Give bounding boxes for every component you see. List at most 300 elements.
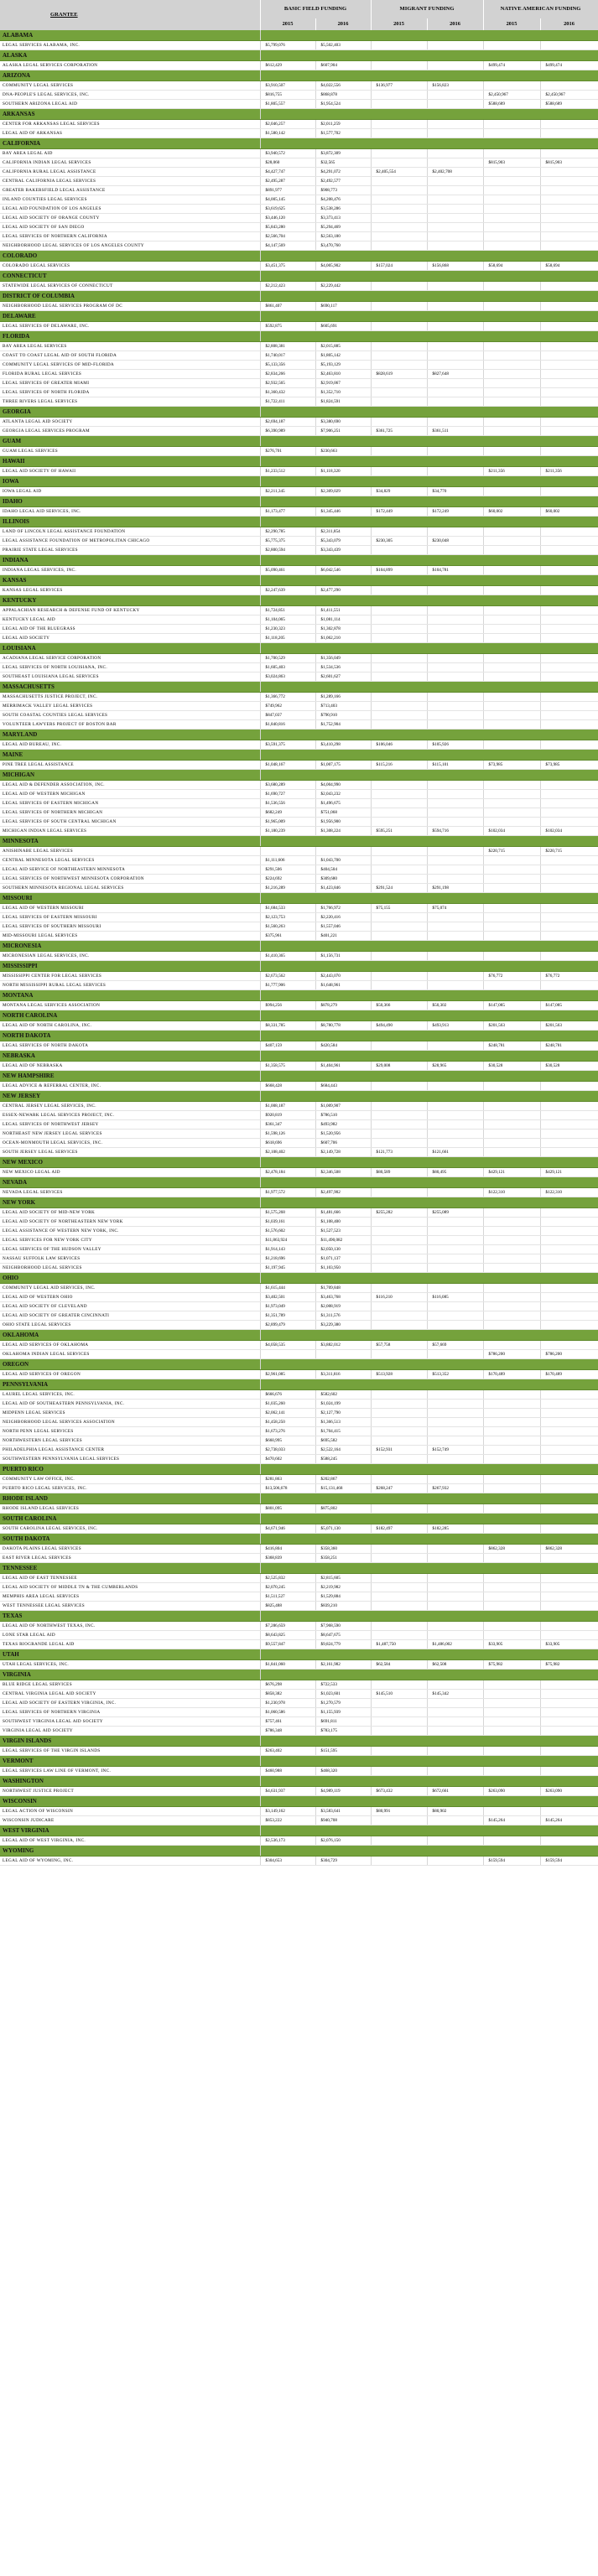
native-american-2016-cell [540, 1622, 598, 1631]
basic-field-2015-cell: $3,940,572 [260, 149, 315, 158]
migrant-2015-cell [371, 818, 427, 827]
grantee-name-cell: ESSEX-NEWARK LEGAL SERVICES PROJECT, INC. [0, 1111, 260, 1120]
native-american-2015-cell [483, 1208, 540, 1218]
grantee-name-cell: LEGAL SERVICES OF NORTH DAKOTA [0, 1041, 260, 1051]
migrant-2015-cell: $136,977 [371, 81, 427, 91]
migrant-2015-cell: $80,991 [371, 1807, 427, 1816]
grantee-name-cell: MISSISSIPPI CENTER FOR LEGAL SERVICES [0, 972, 260, 981]
native-american-2016-cell [540, 351, 598, 361]
native-american-2016-cell [540, 634, 598, 643]
state-band-fill [260, 1197, 598, 1208]
basic-field-2015-cell: $8,331,785 [260, 1021, 315, 1031]
migrant-2016-cell [427, 397, 483, 407]
native-american-2016-cell: $429,121 [540, 1168, 598, 1177]
basic-field-2015-cell: $2,212,423 [260, 282, 315, 291]
table-row [0, 1504, 598, 1514]
basic-field-2016-cell: $2,563,180 [315, 232, 371, 242]
migrant-2016-cell [427, 654, 483, 663]
table-row [0, 1767, 598, 1776]
state-name: RHODE ISLAND [0, 1493, 260, 1504]
native-american-2016-cell [540, 615, 598, 625]
native-american-2015-cell: $33,905 [483, 1640, 540, 1649]
migrant-2015-cell [371, 1350, 427, 1359]
grantee-name-cell: LONE STAR LEGAL AID [0, 1631, 260, 1640]
basic-field-2015-cell: $825,488 [260, 1602, 315, 1611]
migrant-2016-cell [427, 1836, 483, 1846]
native-american-2016-cell [540, 41, 598, 50]
basic-field-2015-cell: $2,290,785 [260, 527, 315, 537]
table-row [0, 1148, 598, 1157]
table-row [0, 388, 598, 397]
state-band-fill [260, 961, 598, 972]
grantee-name-cell: EAST RIVER LEGAL SERVICES [0, 1554, 260, 1563]
state-band-fill [260, 517, 598, 527]
basic-field-2016-cell: $1,356,049 [315, 654, 371, 663]
grantee-name-cell: SOUTH COASTAL COUNTIES LEGAL SERVICES [0, 711, 260, 720]
state-band-fill [260, 1796, 598, 1807]
migrant-2015-cell: $116,210 [371, 1293, 427, 1302]
state-band [0, 730, 598, 740]
native-american-2015-cell [483, 1484, 540, 1493]
migrant-2015-cell [371, 1139, 427, 1148]
grantee-name-cell: LEGAL AID SERVICES OF OREGON [0, 1370, 260, 1379]
state-name: PUERTO RICO [0, 1464, 260, 1475]
migrant-header: MIGRANT FUNDING [371, 0, 483, 18]
basic-field-2015-cell: $375,961 [260, 932, 315, 941]
basic-field-2016-cell: $1,954,524 [315, 100, 371, 109]
migrant-2016-cell: $121,661 [427, 1148, 483, 1157]
migrant-2015-cell [371, 615, 427, 625]
native-american-2015-cell [483, 322, 540, 331]
basic-field-2016-cell: $1,529,884 [315, 1592, 371, 1602]
table-header [0, 0, 598, 30]
grantee-name-cell: TEXAS RIOGRANDE LEGAL AID [0, 1640, 260, 1649]
native-american-2016-cell [540, 214, 598, 223]
migrant-2015-cell [371, 1418, 427, 1427]
native-american-2016-cell [540, 720, 598, 730]
state-name: DELAWARE [0, 311, 260, 322]
grantee-name-cell: LEGAL AID OF WESTERN MICHIGAN [0, 790, 260, 799]
migrant-2015-cell [371, 322, 427, 331]
migrant-2016-cell [427, 913, 483, 922]
migrant-2015-cell [371, 1727, 427, 1736]
basic-field-2016-cell: $3,882,012 [315, 1341, 371, 1350]
basic-field-2016-cell: $1,308,224 [315, 827, 371, 836]
basic-field-2016-cell: $607,904 [315, 61, 371, 70]
basic-field-2015-cell: $757,461 [260, 1717, 315, 1727]
native-american-2015-cell [483, 302, 540, 311]
native-american-2015-cell [483, 1592, 540, 1602]
basic-field-2015-cell: $11,863,924 [260, 1236, 315, 1245]
native-american-2016-cell [540, 1602, 598, 1611]
table-row [0, 1836, 598, 1846]
state-band-fill [260, 1776, 598, 1787]
grantee-name-cell: INDIANA LEGAL SERVICES, INC. [0, 566, 260, 575]
migrant-2016-cell: $172,249 [427, 507, 483, 517]
native-american-2015-cell [483, 546, 540, 555]
basic-field-2015-cell: $891,977 [260, 186, 315, 195]
grantee-name-cell: CENTRAL VIRGINIA LEGAL AID SOCIETY [0, 1690, 260, 1699]
native-american-2016-cell: $862,328 [540, 1545, 598, 1554]
native-american-2015-cell: $263,090 [483, 1787, 540, 1796]
migrant-2016-cell [427, 302, 483, 311]
grantee-name-cell: PINE TREE LEGAL ASSISTANCE [0, 761, 260, 770]
native-american-2016-cell [540, 606, 598, 615]
migrant-2016-cell [427, 1816, 483, 1826]
migrant-2015-cell: $145,510 [371, 1690, 427, 1699]
migrant-2016-cell [427, 1264, 483, 1273]
native-american-2016-cell: $33,905 [540, 1640, 598, 1649]
basic-field-2016-cell: $1,423,846 [315, 884, 371, 893]
state-band [0, 1514, 598, 1524]
migrant-2016-cell [427, 1130, 483, 1139]
native-american-2015-cell [483, 1524, 540, 1534]
migrant-2015-cell [371, 242, 427, 251]
grantee-name-cell: LEGAL SERVICES OF NORTHERN CALIFORNIA [0, 232, 260, 242]
migrant-2016-cell [427, 149, 483, 158]
grantee-name-cell: WISCONSIN JUDICARE [0, 1816, 260, 1826]
basic-field-2016-cell: $1,404,961 [315, 1062, 371, 1071]
basic-field-2015-cell: $1,511,527 [260, 1592, 315, 1602]
grantee-name-cell: LEGAL AID OF ARKANSAS [0, 129, 260, 138]
basic-field-2015-cell: $2,478,184 [260, 1168, 315, 1177]
grantee-name-cell: NEIGHBORHOOD LEGAL SERVICES ASSOCIATION [0, 1418, 260, 1427]
grantee-name-cell: DNA-PEOPLE'S LEGAL SERVICES, INC. [0, 91, 260, 100]
native-american-2016-cell [540, 1254, 598, 1264]
basic-field-2015-cell: $816,755 [260, 91, 315, 100]
basic-field-2015-cell: $2,211,345 [260, 487, 315, 496]
native-american-2016-cell [540, 1102, 598, 1111]
basic-field-2016-cell: $1,118,320 [315, 467, 371, 476]
native-american-2015-cell [483, 361, 540, 370]
migrant-2015-cell [371, 1227, 427, 1236]
basic-field-2016-cell: $751,068 [315, 808, 371, 818]
basic-field-2015-cell: $1,536,556 [260, 799, 315, 808]
state-name: COLORADO [0, 251, 260, 262]
state-name: MISSISSIPPI [0, 961, 260, 972]
native-american-2016-cell [540, 1836, 598, 1846]
table-row [0, 904, 598, 913]
native-american-2016-cell [540, 1574, 598, 1583]
state-band-fill [260, 1010, 598, 1021]
basic-field-2016-cell: $2,161,982 [315, 1660, 371, 1670]
migrant-2016-cell: $594,716 [427, 827, 483, 836]
basic-field-2016-cell: $1,520,956 [315, 1130, 371, 1139]
native-american-2016-cell [540, 379, 598, 388]
table-row [0, 586, 598, 595]
grantee-name-cell: LEGAL AID SOCIETY OF NORTHEASTERN NEW YORK [0, 1218, 260, 1227]
migrant-2015-cell [371, 361, 427, 370]
native-american-2015-cell [483, 625, 540, 634]
basic-field-2015-cell: $801,095 [260, 1504, 315, 1514]
native-american-2016-cell [540, 1130, 598, 1139]
native-american-2015-cell [483, 1436, 540, 1446]
native-american-2015-cell [483, 149, 540, 158]
native-american-2015-cell [483, 427, 540, 436]
table-row [0, 740, 598, 750]
state-name: MONTANA [0, 990, 260, 1001]
table-row [0, 1254, 598, 1264]
table-row [0, 922, 598, 932]
native-american-2015-cell [483, 904, 540, 913]
native-american-2015-cell [483, 1727, 540, 1736]
basic-field-2016-cell: $151,595 [315, 1747, 371, 1756]
grantee-name-cell: CENTRAL CALIFORNIA LEGAL SERVICES [0, 177, 260, 186]
migrant-2016-cell [427, 615, 483, 625]
migrant-2015-cell: $513,928 [371, 1370, 427, 1379]
basic-field-2015-cell: $861,407 [260, 302, 315, 311]
table-row [0, 379, 598, 388]
state-name: NORTH DAKOTA [0, 1031, 260, 1041]
table-row [0, 1400, 598, 1409]
migrant-2016-cell [427, 1554, 483, 1563]
native-american-2016-cell [540, 1148, 598, 1157]
basic-field-2015-cell: $1,008,187 [260, 1102, 315, 1111]
basic-field-2015-cell: $460,988 [260, 1767, 315, 1776]
grantee-name-cell: LEGAL ACTION OF WISCONSIN [0, 1807, 260, 1816]
native-american-2015-cell: $170,489 [483, 1370, 540, 1379]
native-american-2015-cell [483, 418, 540, 427]
state-band [0, 1379, 598, 1390]
migrant-2015-cell [371, 1218, 427, 1227]
state-name: NEW JERSEY [0, 1091, 260, 1102]
native-american-2016-cell [540, 1475, 598, 1484]
native-american-2016-cell [540, 1554, 598, 1563]
migrant-2015-cell [371, 379, 427, 388]
grantee-name-cell: DAKOTA PLAINS LEGAL SERVICES [0, 1545, 260, 1554]
grantee-name-cell: MEMPHIS AREA LEGAL SERVICES [0, 1592, 260, 1602]
basic-field-2016-cell: $2,919,067 [315, 379, 371, 388]
basic-field-2016-cell: $4,004,990 [315, 781, 371, 790]
basic-field-2015-cell: $276,701 [260, 447, 315, 456]
native-american-2015-cell [483, 654, 540, 663]
grantee-name-cell: UTAH LEGAL SERVICES, INC. [0, 1660, 260, 1670]
basic-field-2016-cell: $2,050,130 [315, 1245, 371, 1254]
basic-field-2015-cell: $1,351,789 [260, 1311, 315, 1321]
native-american-2016-cell [540, 388, 598, 397]
migrant-2015-cell [371, 932, 427, 941]
basic-field-2015-cell: $2,800,594 [260, 546, 315, 555]
grantee-name-cell: LEGAL SERVICES OF SOUTH CENTRAL MICHIGAN [0, 818, 260, 827]
table-row [0, 1021, 598, 1031]
native-american-2015-cell [483, 1602, 540, 1611]
state-band [0, 1826, 598, 1836]
state-band [0, 138, 598, 149]
migrant-2015-cell [371, 186, 427, 195]
native-american-2016-cell: $815,903 [540, 158, 598, 168]
grantee-name-cell: LEGAL AID OF NEBRASKA [0, 1062, 260, 1071]
basic-field-2016-cell: $11,490,082 [315, 1236, 371, 1245]
basic-field-2015-cell: $4,427,747 [260, 168, 315, 177]
basic-field-2016-cell: $2,346,508 [315, 1168, 371, 1177]
basic-field-2015-cell: $1,724,851 [260, 606, 315, 615]
table-row [0, 351, 598, 361]
table-row [0, 673, 598, 682]
migrant-2016-cell: $493,913 [427, 1021, 483, 1031]
migrant-2016-cell [427, 1409, 483, 1418]
basic-field-2016-cell: $304,729 [315, 1857, 371, 1866]
migrant-2015-cell [371, 1311, 427, 1321]
basic-field-2016-cell: $1,071,137 [315, 1254, 371, 1264]
basic-field-2016-cell: $358,360 [315, 1545, 371, 1554]
migrant-2015-cell: $50,366 [371, 1001, 427, 1010]
state-name: IOWA [0, 476, 260, 487]
native-american-2015-cell: $30,528 [483, 1062, 540, 1071]
basic-field-2015-cell: $1,977,572 [260, 1188, 315, 1197]
table-row [0, 205, 598, 214]
basic-field-2015-cell: $291,506 [260, 865, 315, 875]
basic-2015-header: 2015 [260, 18, 315, 30]
native-american-2016-cell: $201,563 [540, 1021, 598, 1031]
basic-field-2016-cell: $1,345,446 [315, 507, 371, 517]
basic-field-2016-cell: $1,496,675 [315, 799, 371, 808]
migrant-2015-cell [371, 922, 427, 932]
native-american-2016-cell [540, 1409, 598, 1418]
grantee-name-cell: MASSACHUSETTS JUSTICE PROJECT, INC. [0, 693, 260, 702]
basic-field-2016-cell: $3,229,380 [315, 1321, 371, 1330]
table-row [0, 282, 598, 291]
native-american-2015-cell [483, 214, 540, 223]
migrant-2015-cell: $106,046 [371, 740, 427, 750]
state-name: NEW YORK [0, 1197, 260, 1208]
table-row [0, 1082, 598, 1091]
native-american-2016-cell [540, 781, 598, 790]
migrant-2016-cell [427, 922, 483, 932]
grantee-name-cell: COAST TO COAST LEGAL AID OF SOUTH FLORIDA [0, 351, 260, 361]
basic-field-2016-cell: $1,103,950 [315, 1264, 371, 1273]
table-row [0, 781, 598, 790]
migrant-2015-cell [371, 223, 427, 232]
table-row [0, 546, 598, 555]
basic-field-2016-cell: $2,463,810 [315, 370, 371, 379]
state-name: OKLAHOMA [0, 1330, 260, 1341]
state-band-fill [260, 770, 598, 781]
native-american-2015-cell [483, 232, 540, 242]
grantee-name-cell: ALASKA LEGAL SERVICES CORPORATION [0, 61, 260, 70]
migrant-2016-cell [427, 818, 483, 827]
native-american-2016-cell [540, 427, 598, 436]
grantee-name-cell: LEGAL SERVICES LAW LINE OF VERMONT, INC. [0, 1767, 260, 1776]
state-name: MARYLAND [0, 730, 260, 740]
basic-field-2016-cell: $1,062,210 [315, 634, 371, 643]
migrant-2016-cell: $34,770 [427, 487, 483, 496]
native-american-2016-cell [540, 223, 598, 232]
grantee-name-cell: LEGAL AID OF NORTHWEST TEXAS, INC. [0, 1622, 260, 1631]
grantee-name-cell: NEVADA LEGAL SERVICES [0, 1188, 260, 1197]
table-row [0, 1302, 598, 1311]
migrant-2016-cell [427, 1455, 483, 1464]
table-row [0, 158, 598, 168]
native-american-2016-cell [540, 527, 598, 537]
grantee-name-cell: LEGAL AID OF EAST TENNESSEE [0, 1574, 260, 1583]
state-band-fill [260, 1611, 598, 1622]
state-band [0, 251, 598, 262]
basic-field-2015-cell: $1,048,167 [260, 761, 315, 770]
basic-field-2016-cell: $5,071,130 [315, 1524, 371, 1534]
state-band [0, 770, 598, 781]
grantee-name-cell: LEGAL SERVICES OF NORTHERN MICHIGAN [0, 808, 260, 818]
grantee-name-cell: LEGAL SERVICES OF EASTERN MISSOURI [0, 913, 260, 922]
table-row [0, 41, 598, 50]
native-american-2016-cell: $73,985 [540, 761, 598, 770]
grantee-name-cell: VIRGINIA LEGAL AID SOCIETY [0, 1727, 260, 1736]
basic-field-2015-cell: $749,962 [260, 702, 315, 711]
migrant-2015-cell [371, 1602, 427, 1611]
native-american-2016-cell [540, 537, 598, 546]
table-row [0, 1816, 598, 1826]
grantee-name-cell: NORTHEAST NEW JERSEY LEGAL SERVICES [0, 1130, 260, 1139]
migrant-2016-cell [427, 1857, 483, 1866]
migrant-2016-cell: $116,085 [427, 1293, 483, 1302]
native-american-2016-cell: $102,034 [540, 827, 598, 836]
migrant-2016-cell: $291,198 [427, 884, 483, 893]
grantee-name-cell: GEORGIA LEGAL SERVICES PROGRAM [0, 427, 260, 436]
native-american-2016-cell [540, 1436, 598, 1446]
basic-field-2016-cell: $2,229,442 [315, 282, 371, 291]
basic-field-2015-cell: $1,039,161 [260, 1218, 315, 1227]
table-row [0, 1807, 598, 1816]
native-american-2015-cell [483, 720, 540, 730]
state-band [0, 1051, 598, 1062]
native-american-2016-cell [540, 418, 598, 427]
grantee-name-cell: GUAM LEGAL SERVICES [0, 447, 260, 456]
state-band-fill [260, 138, 598, 149]
native-american-2015-cell [483, 932, 540, 941]
state-band-fill [260, 1177, 598, 1188]
grantee-name-cell: LEGAL AID SOCIETY OF HAWAII [0, 467, 260, 476]
migrant-2016-cell [427, 1245, 483, 1254]
native-american-2015-cell [483, 1293, 540, 1302]
native-american-2016-cell [540, 242, 598, 251]
state-name: WEST VIRGINIA [0, 1826, 260, 1836]
state-band-fill [260, 331, 598, 342]
basic-field-2016-cell: $2,011,259 [315, 120, 371, 129]
basic-field-2016-cell: $2,497,902 [315, 1188, 371, 1197]
native-american-2016-cell [540, 663, 598, 673]
basic-field-2015-cell: $4,671,946 [260, 1524, 315, 1534]
migrant-2015-cell: $75,155 [371, 904, 427, 913]
native-american-2015-cell [483, 282, 540, 291]
migrant-2016-cell [427, 1699, 483, 1708]
migrant-2015-cell [371, 1041, 427, 1051]
native-american-2015-cell [483, 1139, 540, 1148]
basic-field-2016-cell: $2,309,029 [315, 487, 371, 496]
migrant-2016-cell [427, 790, 483, 799]
table-row [0, 790, 598, 799]
grantee-name-cell: MONTANA LEGAL SERVICES ASSOCIATION [0, 1001, 260, 1010]
grantee-name-cell: LEGAL AID SERVICE OF NORTHEASTERN MINNESOTA [0, 865, 260, 875]
table-row [0, 467, 598, 476]
basic-field-2015-cell: $1,230,978 [260, 1699, 315, 1708]
native-american-2015-cell [483, 693, 540, 702]
native-american-2016-cell [540, 865, 598, 875]
table-row [0, 537, 598, 546]
table-row [0, 1574, 598, 1583]
basic-field-2015-cell: $2,525,832 [260, 1574, 315, 1583]
basic-field-2016-cell: $1,043,700 [315, 856, 371, 865]
migrant-2015-cell [371, 1574, 427, 1583]
native-american-2015-cell [483, 781, 540, 790]
grantee-name-cell: LEGAL AID SERVICES OF OKLAHOMA [0, 1341, 260, 1350]
native-american-2015-cell [483, 615, 540, 625]
basic-field-2015-cell: $3,446,120 [260, 214, 315, 223]
basic-field-2016-cell: $722,533 [315, 1680, 371, 1690]
basic-field-2015-cell: $1,841,060 [260, 1660, 315, 1670]
migrant-2016-cell [427, 527, 483, 537]
native-american-2016-cell [540, 673, 598, 682]
table-row [0, 875, 598, 884]
table-row [0, 913, 598, 922]
